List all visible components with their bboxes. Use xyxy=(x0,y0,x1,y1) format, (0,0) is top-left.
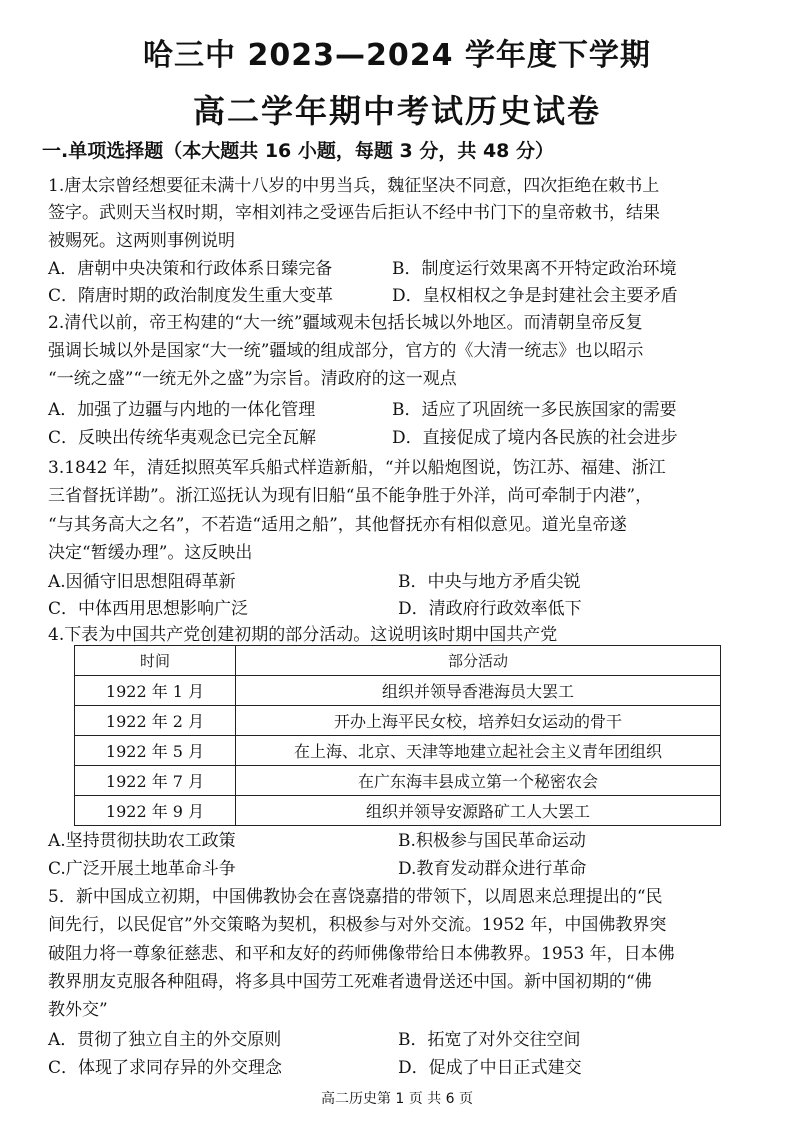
q1-option-a: A．唐朝中央决策和行政体系日臻完备 xyxy=(48,259,333,279)
q3-stem-line: 决定“暂缓办理”。这反映出 xyxy=(48,543,253,563)
q1-option-c: C．隋唐时期的政治制度发生重大变革 xyxy=(48,286,334,306)
q2-option-b: B．适应了巩固统一多民族国家的需要 xyxy=(392,400,677,420)
table-cell-activity: 组织并领导香港海员大罢工 xyxy=(236,676,721,706)
q4-stem-line: 4.下表为中国共产党创建初期的部分活动。这说明该时期中国共产党 xyxy=(48,625,558,645)
q5-option-d: D．促成了中日正式建交 xyxy=(398,1058,582,1078)
table-cell-activity: 在上海、北京、天津等地建立起社会主义青年团组织 xyxy=(236,736,721,766)
table-cell-activity: 开办上海平民女校，培养妇女运动的骨干 xyxy=(236,706,721,736)
table-header-row xyxy=(75,646,721,676)
table-cell-time: 1922 年 1 月 xyxy=(75,676,236,706)
exam-title-line2: 高二学年期中考试历史试卷 xyxy=(192,92,601,130)
table-cell-time: 1922 年 2 月 xyxy=(75,706,236,736)
table-header-cell: 时间 xyxy=(75,646,236,676)
q5-stem-line: 教外交” xyxy=(48,1000,108,1020)
q3-option-b: B．中央与地方矛盾尖锐 xyxy=(398,572,581,592)
table-cell-activity: 组织并领导安源路矿工人大罢工 xyxy=(236,796,721,826)
q5-stem-line: 间先行，以民促官”外交策略为契机，积极参与对外交流。1952 年，中国佛教界突 xyxy=(48,915,667,935)
table-header-cell: 部分活动 xyxy=(236,646,721,676)
q4-option-b: B.积极参与国民革命运动 xyxy=(398,831,586,851)
page-footer: 高二历史第 1 页 共 6 页 xyxy=(320,1091,474,1107)
table-row xyxy=(75,766,721,796)
q5-option-c: C．体现了求同存异的外交理念 xyxy=(48,1058,283,1078)
section-heading: 一.单项选择题（本大题共 16 小题，每题 3 分，共 48 分） xyxy=(42,140,555,162)
q5-stem-line: 5．新中国成立初期，中国佛教协会在喜饶嘉措的带领下，以周恩来总理提出的“民 xyxy=(48,887,663,907)
table-row xyxy=(75,706,721,736)
q5-option-a: A．贯彻了独立自主的外交原则 xyxy=(48,1030,282,1050)
table-cell-time: 1922 年 9 月 xyxy=(75,796,236,826)
q4-option-a: A.坚持贯彻扶助农工政策 xyxy=(48,831,236,851)
q2-stem-line: 强调长城以外是国家“大一统”疆域的组成部分，官方的《大清一统志》也以昭示 xyxy=(48,341,644,361)
q2-option-a: A．加强了边疆与内地的一体化管理 xyxy=(48,400,316,420)
party-activities-table xyxy=(74,645,721,826)
q3-stem-line: 三省督抚详勘”。浙江巡抚认为现有旧船“虽不能争胜于外洋，尚可牵制于内港”， xyxy=(48,486,653,506)
table-cell-activity: 在广东海丰县成立第一个秘密农会 xyxy=(236,766,721,796)
q4-option-d: D.教育发动群众进行革命 xyxy=(398,859,587,879)
q1-option-d: D．皇权相权之争是封建社会主要矛盾 xyxy=(392,286,678,306)
q3-option-c: C．中体西用思想影响广泛 xyxy=(48,599,249,619)
table-row xyxy=(75,736,721,766)
q1-stem-line: 1.唐太宗曾经想要征未满十八岁的中男当兵，魏征坚决不同意，四次拒绝在敕书上 xyxy=(48,176,660,196)
q5-stem-line: 破阻力将一尊象征慈悲、和平和友好的药师佛像带给日本佛教界。1953 年，日本佛 xyxy=(48,944,675,964)
exam-title-line1: 哈三中 2023—2024 学年度下学期 xyxy=(143,38,651,73)
q3-stem-line: 3.1842 年，清廷拟照英军兵船式样造新船，“并以船炮图说，饬江苏、福建、浙江 xyxy=(48,458,666,478)
q2-option-d: D．直接促成了境内各民族的社会进步 xyxy=(392,428,678,448)
q1-stem-line: 被赐死。这两则事例说明 xyxy=(48,231,235,251)
q2-stem-line: “一统之盛”“一统无外之盛”为宗旨。清政府的这一观点 xyxy=(48,369,457,389)
q3-option-d: D．清政府行政效率低下 xyxy=(398,599,582,619)
q4-option-c: C.广泛开展土地革命斗争 xyxy=(48,859,236,879)
q2-stem-line: 2.清代以前，帝王构建的“大一统”疆域观未包括长城以外地区。而清朝皇帝反复 xyxy=(48,313,643,333)
q3-option-a: A.因循守旧思想阻碍革新 xyxy=(48,572,236,592)
q1-option-b: B．制度运行效果离不开特定政治环境 xyxy=(392,259,677,279)
q5-stem-line: 教界朋友克服各种阻碍，将多具中国劳工死难者遗骨送还中国。新中国初期的“佛 xyxy=(48,972,652,992)
table-row xyxy=(75,796,721,826)
q1-stem-line: 签字。武则天当权时期，宰相刘祎之受诬告后拒认不经中书门下的皇帝敕书，结果 xyxy=(48,203,660,223)
table-row xyxy=(75,676,721,706)
q5-option-b: B．拓宽了对外交往空间 xyxy=(398,1030,581,1050)
table-cell-time: 1922 年 7 月 xyxy=(75,766,236,796)
q2-option-c: C．反映出传统华夷观念已完全瓦解 xyxy=(48,428,317,448)
q3-stem-line: “与其务高大之名”，不若造“适用之船”，其他督抚亦有相似意见。道光皇帝遂 xyxy=(48,515,627,535)
table-cell-time: 1922 年 5 月 xyxy=(75,736,236,766)
